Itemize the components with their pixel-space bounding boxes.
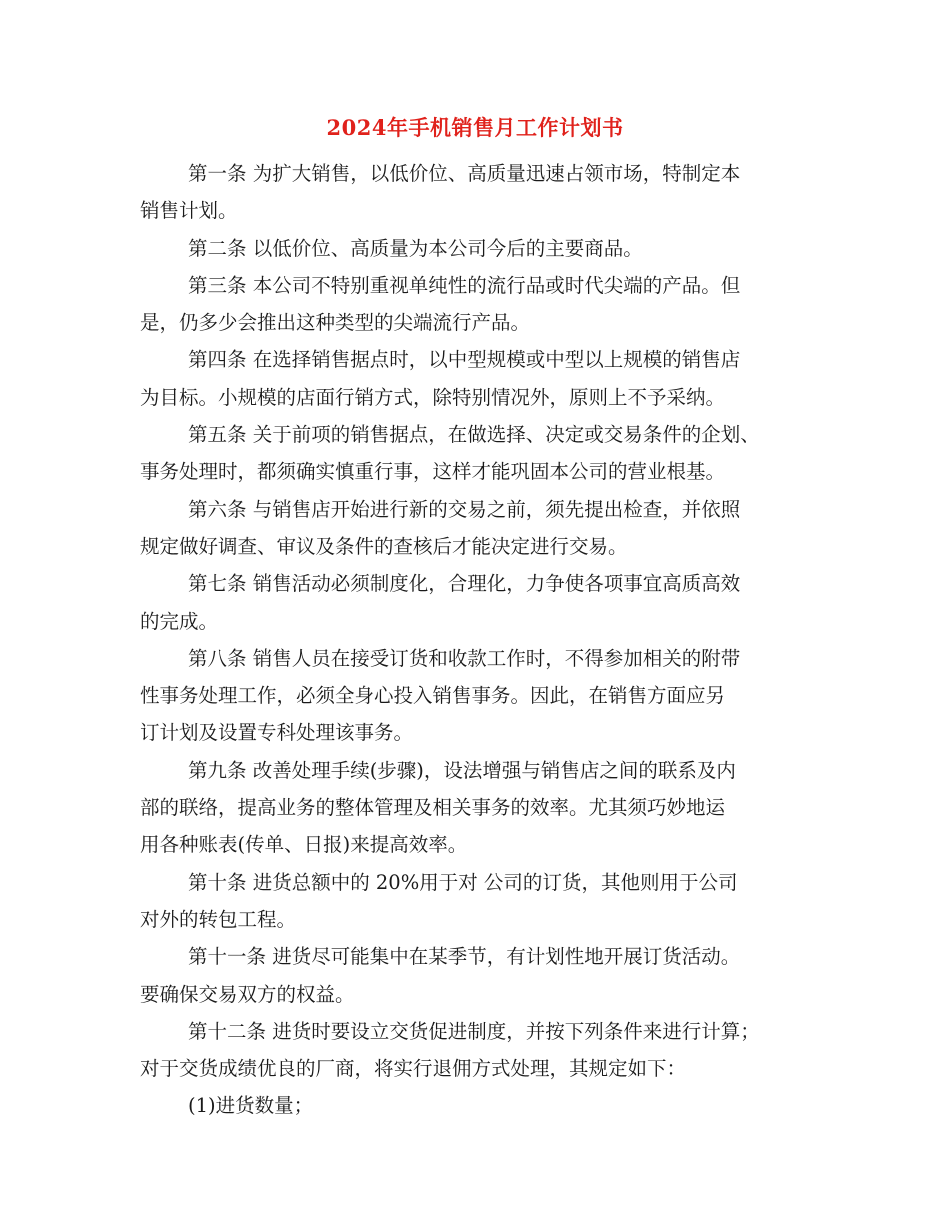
text-line: 的完成。 bbox=[140, 609, 219, 633]
paragraph-article-12 bbox=[140, 1013, 820, 1088]
document-body bbox=[140, 155, 820, 1125]
paragraph-article-10 bbox=[140, 864, 820, 939]
text-line: 第十二条 进货时要设立交货促进制度，并按下列条件来进行计算； bbox=[188, 1019, 760, 1043]
text-line: 用各种账表(传单、日报)来提高效率。 bbox=[140, 833, 468, 857]
text-line: 第九条 改善处理手续(步骤)，设法增强与销售店之间的联系及内 bbox=[188, 758, 736, 782]
text-line: 第七条 销售活动必须制度化，合理化，力争使各项事宜高质高效 bbox=[188, 572, 741, 596]
text-line: 对外的转包工程。 bbox=[140, 907, 297, 931]
text-line: 性事务处理工作，必须全身心投入销售事务。因此，在销售方面应另 bbox=[140, 684, 726, 708]
list-item-purchase-quantity bbox=[140, 1087, 820, 1124]
text-line: 部的联络，提高业务的整体管理及相关事务的效率。尤其须巧妙地运 bbox=[140, 796, 726, 820]
paragraph-article-11 bbox=[140, 938, 820, 1013]
text-line: 订计划及设置专科处理该事务。 bbox=[140, 721, 414, 745]
text-line: 第五条 关于前项的销售据点，在做选择、决定或交易条件的企划、 bbox=[188, 423, 760, 447]
text-line: (1)进货数量； bbox=[188, 1094, 314, 1118]
paragraph-article-6 bbox=[140, 491, 820, 566]
paragraph-article-8 bbox=[140, 640, 820, 752]
text-line: 事务处理时，都须确实慎重行事，这样才能巩固本公司的营业根基。 bbox=[140, 460, 726, 484]
paragraph-article-5 bbox=[140, 416, 820, 491]
text-line: 规定做好调查、审议及条件的查核后才能决定进行交易。 bbox=[140, 534, 628, 558]
paragraph-article-1 bbox=[140, 155, 820, 230]
paragraph-article-4 bbox=[140, 341, 820, 416]
text-line: 第六条 与销售店开始进行新的交易之前，须先提出检查，并依照 bbox=[188, 497, 741, 521]
text-line: 对于交货成绩优良的厂商，将实行退佣方式处理，其规定如下： bbox=[140, 1057, 687, 1081]
paragraph-article-2 bbox=[140, 230, 820, 267]
text-line: 第四条 在选择销售据点时，以中型规模或中型以上规模的销售店 bbox=[188, 348, 741, 372]
text-line: 第十一条 进货尽可能集中在某季节，有计划性地开展订货活动。 bbox=[188, 945, 741, 969]
text-line: 第八条 销售人员在接受订货和收款工作时，不得参加相关的附带 bbox=[188, 646, 741, 670]
paragraph-article-7 bbox=[140, 565, 820, 640]
text-line: 为目标。小规模的店面行销方式，除特别情况外，原则上不予采纳。 bbox=[140, 385, 726, 409]
text-line: 第一条 为扩大销售，以低价位、高质量迅速占领市场，特制定本 bbox=[188, 162, 741, 185]
text-line: 第二条 以低价位、高质量为本公司今后的主要商品。 bbox=[188, 236, 643, 260]
paragraph-article-3 bbox=[140, 267, 820, 342]
text-line: 第三条 本公司不特别重视单纯性的流行品或时代尖端的产品。但 bbox=[188, 273, 741, 297]
text-line: 是，仍多少会推出这种类型的尖端流行产品。 bbox=[140, 311, 531, 335]
paragraph-article-9 bbox=[140, 752, 820, 864]
document-title: 2024年手机销售月工作计划书 bbox=[326, 115, 624, 140]
text-line: 销售计划。 bbox=[140, 199, 238, 223]
text-line: 第十条 进货总额中的 20%用于对 公司的订货，其他则用于公司 bbox=[188, 870, 738, 894]
text-line: 要确保交易双方的权益。 bbox=[140, 982, 355, 1006]
